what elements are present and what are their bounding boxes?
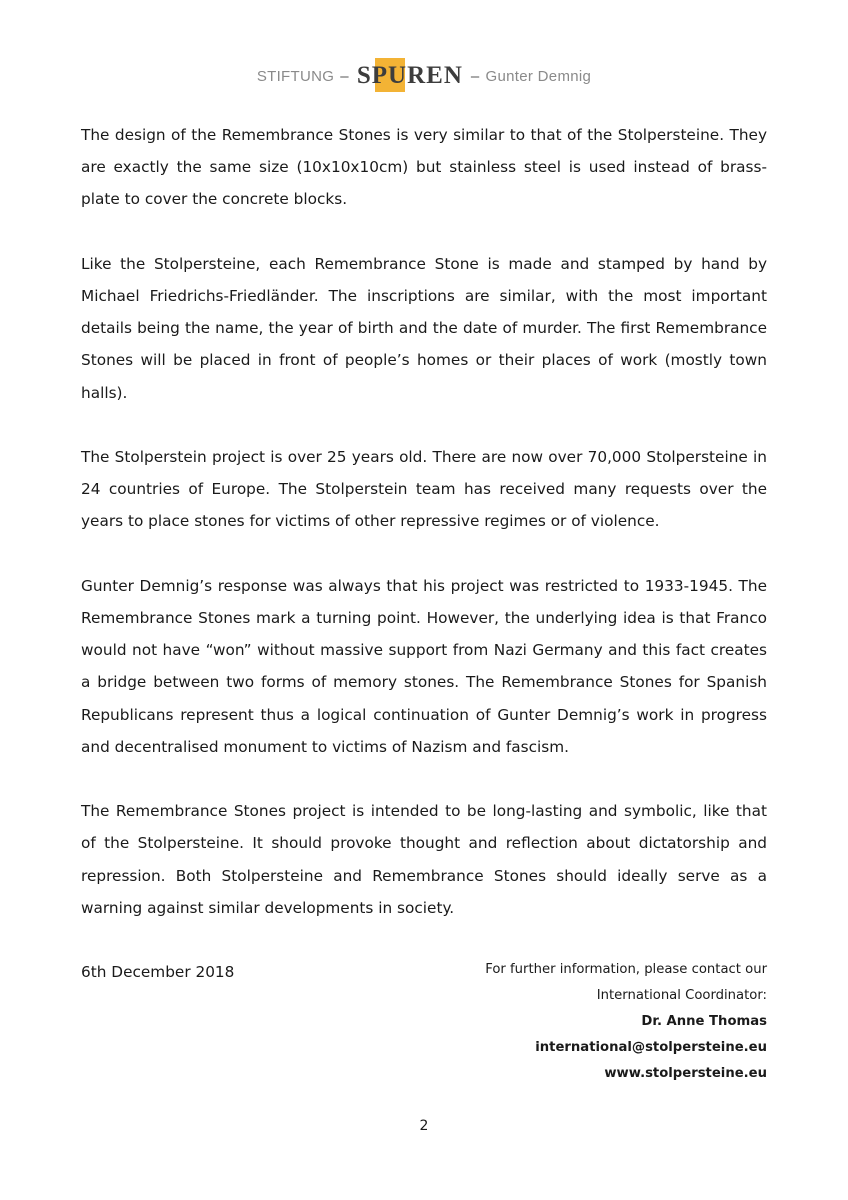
spuren-logo bbox=[355, 62, 465, 90]
logo-word: SPUREN bbox=[356, 62, 463, 89]
page-number: 2 bbox=[419, 1118, 429, 1134]
contact-block bbox=[367, 957, 767, 1087]
letterhead-separator-right: – bbox=[470, 67, 480, 85]
contact-email: international@stolpersteine.eu bbox=[535, 1040, 767, 1055]
contact-role-line: International Coordinator: bbox=[596, 988, 767, 1003]
letterhead-right-text: Gunter Demnig bbox=[485, 67, 592, 85]
letterhead-separator-left: – bbox=[340, 67, 349, 85]
paragraph-production: Like the Stolpersteine, each Remembrance Stone is made and stamped by hand by Michael Friedrichs-Friedländer. The inscriptions are similar, with the most important details being the name, the year of birth and the date of murder. The first Remembrance Stones will be placed in front of people’s homes or their places of work (mostly town halls). bbox=[81, 254, 767, 402]
paragraph-purpose: The Remembrance Stones project is intended to be long-lasting and symbolic, like that of the Stolpersteine. It should provoke thought and reflection about dictatorship and repression. Both Stolpersteine and Remembrance Stones should ideally serve as a warning against similar developments in society. bbox=[81, 802, 767, 917]
paragraph-design: The design of the Remembrance Stones is very similar to that of the Stolpersteine. They are exactly the same size (10x10x10cm) but stainless steel is used instead of brass-plate to cover the concrete blocks. bbox=[81, 126, 767, 209]
paragraph-project-history: The Stolperstein project is over 25 years old. There are now over 70,000 Stolpersteine in 24 countries of Europe. The Stolperstein team has received many requests over the years to place stones for victims of other repressive regimes or of violence. bbox=[81, 448, 767, 531]
contact-website: www.stolpersteine.eu bbox=[604, 1066, 767, 1081]
contact-intro-line: For further information, please contact our bbox=[485, 962, 767, 977]
letterhead bbox=[0, 62, 848, 90]
letterhead-left-text: STIFTUNG bbox=[256, 67, 335, 85]
document-date: 6th December 2018 bbox=[81, 963, 235, 982]
paragraph-response: Gunter Demnig’s response was always that his project was restricted to 1933-1945. The Remembrance Stones mark a turning point. However, the underlying idea is that Franco would not have “won” without massive support from Nazi Germany and this fact creates a bridge between two forms of memory stones. The Remembrance Stones for Spanish Republicans represent thus a logical continuation of Gunter Demnig’s work in progress and decentralised monument to victims of Nazism and fascism. bbox=[81, 576, 767, 756]
body-text bbox=[81, 119, 767, 1021]
contact-name: Dr. Anne Thomas bbox=[641, 1014, 767, 1029]
